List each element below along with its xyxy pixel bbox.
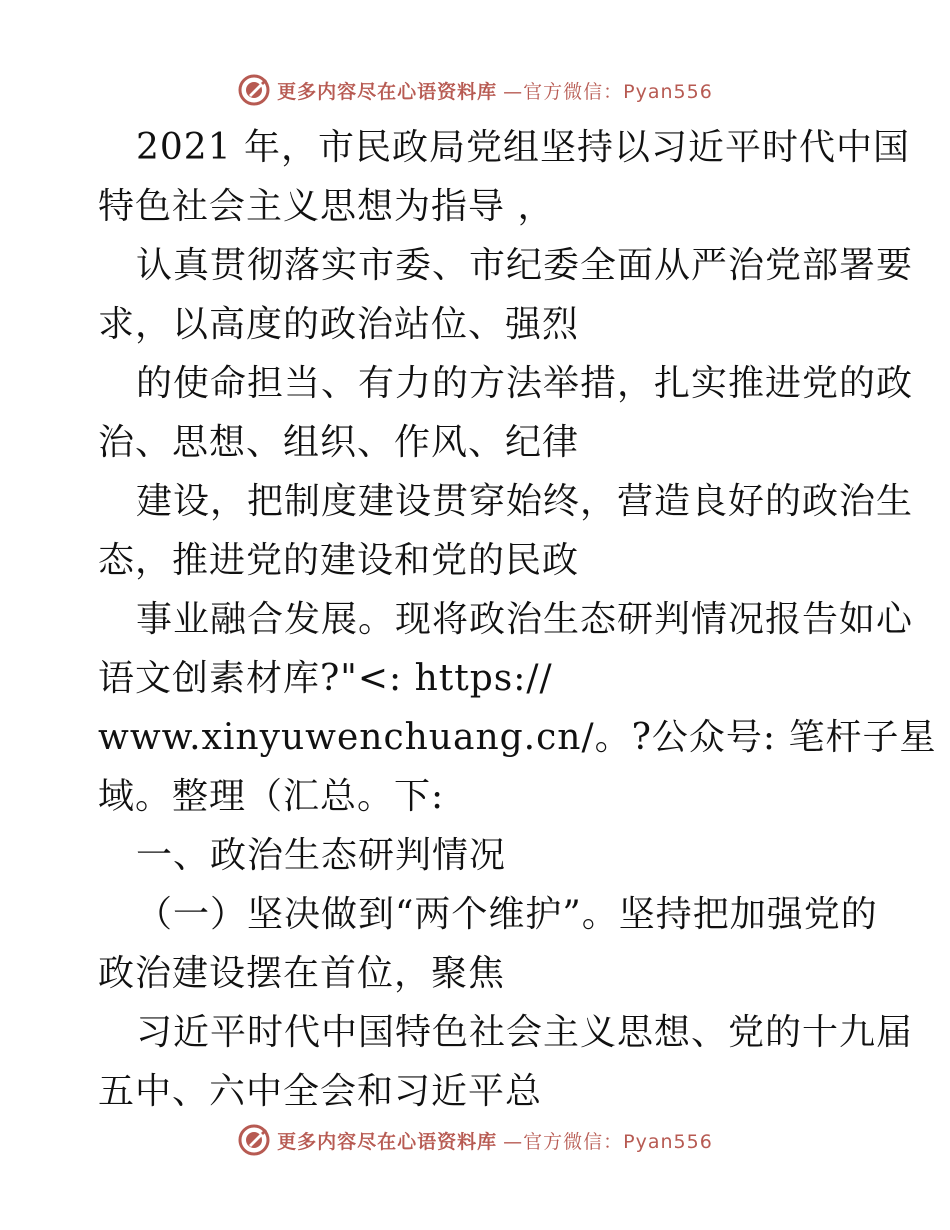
text-line: 一、政治生态研判情况 bbox=[136, 835, 507, 876]
text-line: 建设，把制度建设贯穿始终，营造良好的政治生 bbox=[136, 481, 914, 522]
text-line: 事业融合发展。现将政治生态研判情况报告如心 bbox=[136, 599, 914, 640]
document-body bbox=[98, 118, 937, 1121]
header-watermark bbox=[0, 70, 950, 110]
text-line: （一）坚决做到“两个维护”。坚持把加强党的 bbox=[136, 894, 878, 935]
text-line: 认真贯彻落实市委、市纪委全面从严治党部署要 bbox=[136, 245, 914, 286]
text-line: 求，以高度的政治站位、强烈 bbox=[98, 304, 580, 345]
text-line: 2021 年，市民政局党组坚持以习近平时代中国 bbox=[136, 127, 911, 168]
pen-seal-logo-icon bbox=[237, 1123, 271, 1157]
watermark-main-text: 更多内容尽在心语资料库 bbox=[277, 80, 498, 103]
text-line: 政治建设摆在首位，聚焦 bbox=[98, 953, 506, 994]
text-line: 态，推进党的建设和党的民政 bbox=[98, 540, 580, 581]
text-line: 语文创素材库?"<: https:// bbox=[98, 658, 553, 699]
watermark-main-text: 更多内容尽在心语资料库 bbox=[277, 1130, 498, 1153]
text-line: 习近平时代中国特色社会主义思想、党的十九届 bbox=[136, 1012, 914, 1053]
watermark-sub-text: —官方微信：Pyan556 bbox=[503, 1130, 713, 1153]
pen-seal-logo-icon bbox=[237, 73, 271, 107]
text-line: 域。整理（汇总。下: bbox=[98, 776, 445, 817]
text-line: www.xinyuwenchuang.cn/。?公众号: 笔杆子星 bbox=[98, 717, 937, 758]
text-line: 五中、六中全会和习近平总 bbox=[98, 1071, 543, 1112]
text-line: 治、思想、组织、作风、纪律 bbox=[98, 422, 580, 463]
text-line: 的使命担当、有力的方法举措，扎实推进党的政 bbox=[136, 363, 914, 404]
text-line: 特色社会主义思想为指导 ， bbox=[98, 186, 555, 227]
footer-watermark bbox=[0, 1120, 950, 1160]
watermark-sub-text: —官方微信：Pyan556 bbox=[503, 80, 713, 103]
